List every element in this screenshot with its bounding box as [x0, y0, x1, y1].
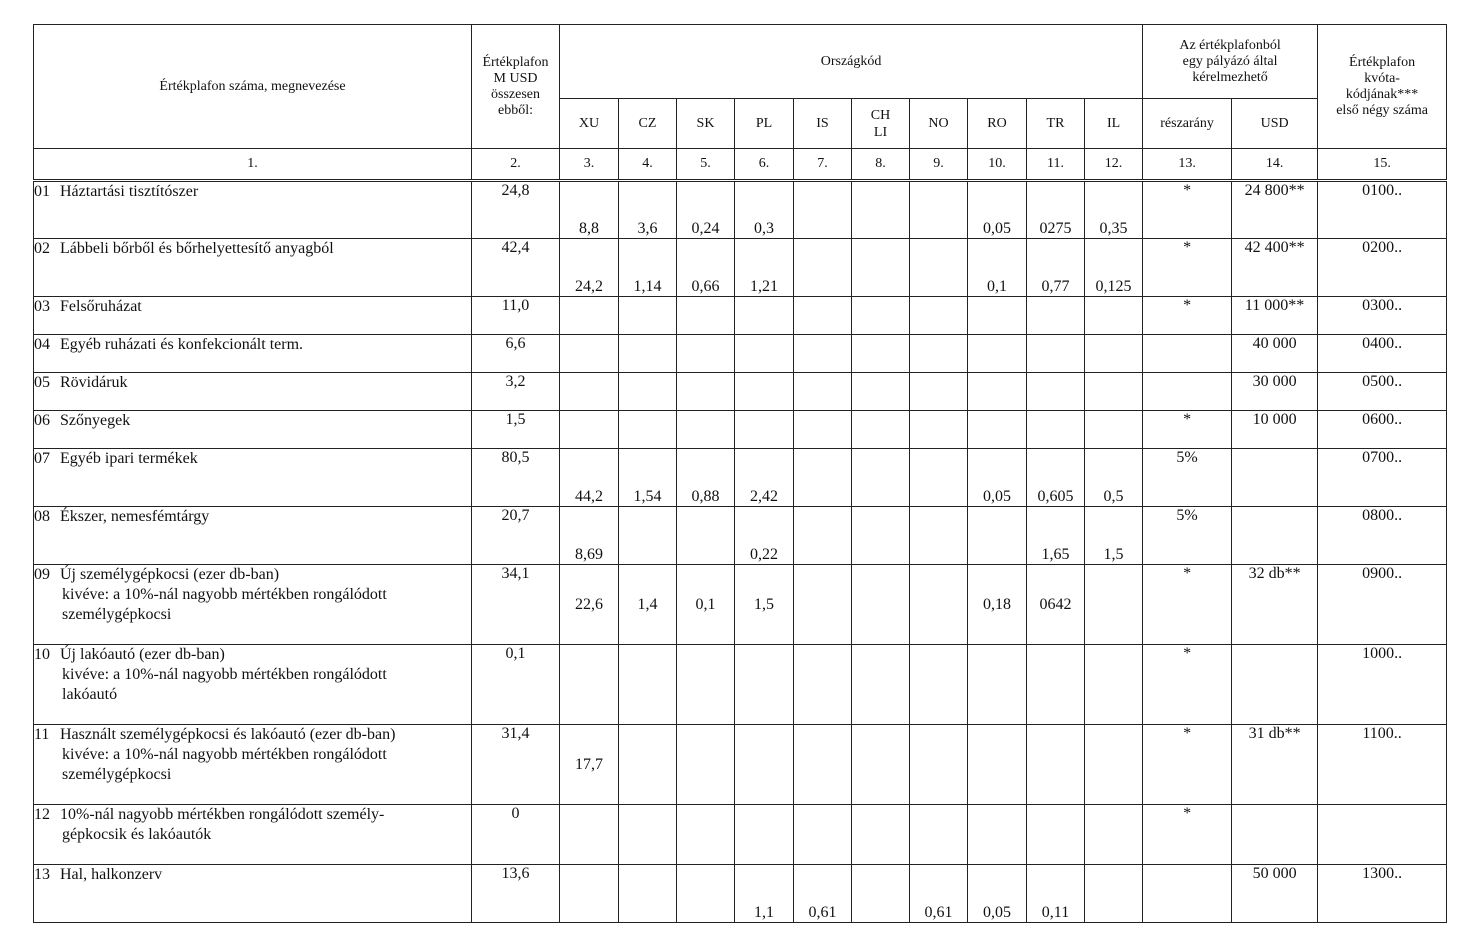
item-number: 10	[34, 646, 50, 663]
item-name-line: személygépkocsi	[62, 606, 172, 623]
country-value: 0,22	[735, 507, 794, 565]
share-value: *	[1143, 645, 1232, 725]
country-value	[910, 645, 968, 725]
item-name-line: Háztartási tisztítószer	[60, 183, 199, 200]
country-value: 0642	[1027, 565, 1085, 645]
column-index: 3.	[560, 149, 619, 181]
country-value: 0,11	[1027, 865, 1085, 923]
header-country: RO	[968, 99, 1027, 149]
country-value	[560, 297, 619, 335]
country-value: 0,05	[968, 449, 1027, 507]
usd-value: 40 000	[1232, 335, 1318, 373]
country-value	[735, 373, 794, 411]
item-name	[34, 239, 472, 297]
usd-value	[1232, 449, 1318, 507]
country-value	[677, 507, 735, 565]
country-value	[1085, 411, 1143, 449]
column-index: 12.	[1085, 149, 1143, 181]
usd-value: 24 800**	[1232, 181, 1318, 239]
country-value	[852, 507, 910, 565]
header-name: Értékplafon száma, megnevezése	[34, 25, 472, 149]
country-value: 0,24	[677, 181, 735, 239]
item-number: 08	[34, 508, 50, 525]
country-value	[910, 449, 968, 507]
country-value: 0,3	[735, 181, 794, 239]
country-value: 1,14	[619, 239, 677, 297]
country-value	[852, 645, 910, 725]
country-value	[794, 725, 852, 805]
country-value: 1,5	[1085, 507, 1143, 565]
total-value: 24,8	[472, 181, 560, 239]
country-value	[619, 335, 677, 373]
table-row	[34, 411, 1447, 449]
table-row	[34, 725, 1447, 805]
country-value: 1,4	[619, 565, 677, 645]
country-value: 0,1	[677, 565, 735, 645]
country-value	[677, 645, 735, 725]
item-name	[34, 297, 472, 335]
country-value: 0,61	[910, 865, 968, 923]
header-country: PL	[735, 99, 794, 149]
item-name-line: kivéve: a 10%-nál nagyobb mértékben rongálódott	[62, 746, 387, 763]
country-value	[910, 181, 968, 239]
item-number: 11	[34, 726, 50, 743]
country-value: 22,6	[560, 565, 619, 645]
item-name	[34, 449, 472, 507]
quota-code-value: 0100..	[1318, 181, 1447, 239]
quota-code-value: 1100..	[1318, 725, 1447, 805]
country-value	[619, 507, 677, 565]
column-index: 6.	[735, 149, 794, 181]
item-name-line: Hal, halkonzerv	[60, 866, 163, 883]
country-value: 8,8	[560, 181, 619, 239]
country-value	[794, 507, 852, 565]
item-name-line: gépkocsik és lakóautók	[62, 826, 212, 843]
country-value	[794, 181, 852, 239]
header-total: Értékplafon M USD összesen ebből:	[472, 25, 560, 149]
header-country-code: Országkód	[560, 25, 1143, 99]
country-value	[1085, 335, 1143, 373]
item-name-line: Rövidáruk	[60, 374, 128, 391]
country-value: 44,2	[560, 449, 619, 507]
country-value: 3,6	[619, 181, 677, 239]
country-value	[560, 645, 619, 725]
header-country: IS	[794, 99, 852, 149]
country-value	[1027, 805, 1085, 865]
column-index: 13.	[1143, 149, 1232, 181]
item-name	[34, 411, 472, 449]
table-row	[34, 805, 1447, 865]
share-value: *	[1143, 805, 1232, 865]
item-name-line: Lábbeli bőrből és bőrhelyettesítő anyagból	[60, 240, 334, 257]
usd-value: 11 000**	[1232, 297, 1318, 335]
country-value	[794, 565, 852, 645]
country-value	[735, 805, 794, 865]
country-value	[677, 297, 735, 335]
country-value	[794, 805, 852, 865]
item-name	[34, 805, 472, 865]
share-value: 5%	[1143, 449, 1232, 507]
country-value: 0,88	[677, 449, 735, 507]
header-country: XU	[560, 99, 619, 149]
quota-code-value: 0500..	[1318, 373, 1447, 411]
country-value: 0,77	[1027, 239, 1085, 297]
usd-value: 10 000	[1232, 411, 1318, 449]
quota-code-value: 0400..	[1318, 335, 1447, 373]
item-name	[34, 373, 472, 411]
table-row	[34, 181, 1447, 239]
country-value	[968, 645, 1027, 725]
share-value: *	[1143, 411, 1232, 449]
country-value	[560, 411, 619, 449]
country-value	[619, 725, 677, 805]
quota-code-value: 0300..	[1318, 297, 1447, 335]
quota-code-value: 1300..	[1318, 865, 1447, 923]
total-value: 31,4	[472, 725, 560, 805]
country-value	[910, 335, 968, 373]
country-value: 0,18	[968, 565, 1027, 645]
country-value: 0,05	[968, 865, 1027, 923]
item-number: 04	[34, 336, 50, 353]
country-value	[852, 565, 910, 645]
country-value	[1085, 725, 1143, 805]
share-value	[1143, 335, 1232, 373]
column-index: 15.	[1318, 149, 1447, 181]
item-name	[34, 725, 472, 805]
country-value	[852, 411, 910, 449]
share-value: *	[1143, 725, 1232, 805]
column-index: 8.	[852, 149, 910, 181]
country-value	[1027, 725, 1085, 805]
country-value	[794, 411, 852, 449]
usd-value	[1232, 805, 1318, 865]
country-value	[619, 645, 677, 725]
country-value	[968, 507, 1027, 565]
country-value	[1027, 645, 1085, 725]
header-request-group: Az értékplafonból egy pályázó által kérelmezhető	[1143, 25, 1318, 99]
country-value	[1027, 373, 1085, 411]
column-index: 7.	[794, 149, 852, 181]
header-country: IL	[1085, 99, 1143, 149]
country-value	[1085, 865, 1143, 923]
quota-code-value: 0700..	[1318, 449, 1447, 507]
country-value	[619, 865, 677, 923]
item-name-line: Egyéb ruházati és konfekcionált term.	[60, 336, 304, 353]
column-index: 10.	[968, 149, 1027, 181]
country-value: 8,69	[560, 507, 619, 565]
total-value: 0	[472, 805, 560, 865]
quota-code-value: 0900..	[1318, 565, 1447, 645]
country-value	[852, 239, 910, 297]
header-usd: USD	[1232, 99, 1318, 149]
country-value	[677, 335, 735, 373]
country-value	[910, 297, 968, 335]
item-name-line: lakóautó	[62, 686, 118, 703]
country-value	[852, 335, 910, 373]
country-value: 1,1	[735, 865, 794, 923]
country-value	[968, 725, 1027, 805]
table-row	[34, 449, 1447, 507]
country-value	[910, 805, 968, 865]
country-value	[910, 725, 968, 805]
item-name-line: személygépkocsi	[62, 766, 172, 783]
country-value	[852, 373, 910, 411]
header-country: NO	[910, 99, 968, 149]
country-value	[794, 449, 852, 507]
usd-value: 31 db**	[1232, 725, 1318, 805]
quota-code-value	[1318, 805, 1447, 865]
country-value	[735, 335, 794, 373]
country-value: 0,125	[1085, 239, 1143, 297]
country-value: 0,35	[1085, 181, 1143, 239]
quota-code-value: 0800..	[1318, 507, 1447, 565]
country-value: 0275	[1027, 181, 1085, 239]
column-index: 11.	[1027, 149, 1085, 181]
column-index: 5.	[677, 149, 735, 181]
total-value: 6,6	[472, 335, 560, 373]
total-value: 42,4	[472, 239, 560, 297]
item-name-line: Új lakóautó (ezer db-ban)	[60, 646, 225, 663]
share-value: *	[1143, 239, 1232, 297]
column-index: 9.	[910, 149, 968, 181]
item-name	[34, 565, 472, 645]
item-number: 02	[34, 240, 50, 257]
item-name-line: Felsőruházat	[60, 298, 142, 315]
total-value: 13,6	[472, 865, 560, 923]
item-name	[34, 645, 472, 725]
country-value	[968, 335, 1027, 373]
country-value	[852, 725, 910, 805]
country-value	[1085, 645, 1143, 725]
country-value: 17,7	[560, 725, 619, 805]
column-index: 14.	[1232, 149, 1318, 181]
item-number: 05	[34, 374, 50, 391]
country-value	[1027, 297, 1085, 335]
header-quota-code: Értékplafon kvóta- kódjának*** első négy száma	[1318, 25, 1447, 149]
country-value	[794, 335, 852, 373]
country-value	[852, 297, 910, 335]
usd-value: 30 000	[1232, 373, 1318, 411]
country-value: 0,61	[794, 865, 852, 923]
share-value: *	[1143, 181, 1232, 239]
country-value	[794, 297, 852, 335]
country-value	[1085, 373, 1143, 411]
country-value	[677, 805, 735, 865]
item-name-line: Egyéb ipari termékek	[60, 450, 198, 467]
header-share: részarány	[1143, 99, 1232, 149]
country-value	[794, 645, 852, 725]
country-value	[677, 373, 735, 411]
total-value: 0,1	[472, 645, 560, 725]
quota-code-value: 0200..	[1318, 239, 1447, 297]
country-value	[794, 373, 852, 411]
country-value	[677, 725, 735, 805]
item-name	[34, 865, 472, 923]
header-country: CH LI	[852, 99, 910, 149]
country-value	[1085, 565, 1143, 645]
share-value	[1143, 865, 1232, 923]
column-index: 2.	[472, 149, 560, 181]
country-value	[619, 805, 677, 865]
country-value	[560, 865, 619, 923]
item-name	[34, 181, 472, 239]
country-value	[619, 373, 677, 411]
item-name-line: Használt személygépkocsi és lakóautó (ezer db-ban)	[60, 726, 396, 743]
table-row	[34, 507, 1447, 565]
column-index: 4.	[619, 149, 677, 181]
country-value	[735, 297, 794, 335]
country-value: 0,05	[968, 181, 1027, 239]
country-value	[677, 411, 735, 449]
usd-value	[1232, 645, 1318, 725]
item-name	[34, 507, 472, 565]
quota-code-value: 1000..	[1318, 645, 1447, 725]
quota-code-value: 0600..	[1318, 411, 1447, 449]
share-value: *	[1143, 565, 1232, 645]
country-value	[735, 411, 794, 449]
country-value: 0,5	[1085, 449, 1143, 507]
item-name-line: kivéve: a 10%-nál nagyobb mértékben rongálódott	[62, 666, 387, 683]
country-value	[852, 449, 910, 507]
country-value	[852, 865, 910, 923]
table-row	[34, 373, 1447, 411]
item-number: 03	[34, 298, 50, 315]
item-name-line: Új személygépkocsi (ezer db-ban)	[60, 566, 280, 583]
item-number: 13	[34, 866, 50, 883]
country-value	[619, 411, 677, 449]
table-row	[34, 335, 1447, 373]
item-name-line: Ékszer, nemesfémtárgy	[60, 508, 210, 525]
total-value: 11,0	[472, 297, 560, 335]
item-number: 01	[34, 183, 50, 200]
item-number: 06	[34, 412, 50, 429]
usd-value	[1232, 507, 1318, 565]
item-name-line: 10%-nál nagyobb mértékben rongálódott személy-	[60, 806, 385, 823]
header-country: CZ	[619, 99, 677, 149]
header-country: SK	[677, 99, 735, 149]
table-row	[34, 645, 1447, 725]
total-value: 34,1	[472, 565, 560, 645]
item-name	[34, 335, 472, 373]
country-value: 1,5	[735, 565, 794, 645]
item-number: 09	[34, 566, 50, 583]
country-value	[677, 865, 735, 923]
total-value: 3,2	[472, 373, 560, 411]
country-value	[1085, 805, 1143, 865]
country-value: 0,1	[968, 239, 1027, 297]
table-row	[34, 239, 1447, 297]
country-value	[910, 507, 968, 565]
usd-value: 50 000	[1232, 865, 1318, 923]
country-value	[968, 805, 1027, 865]
country-value	[968, 411, 1027, 449]
country-value	[852, 181, 910, 239]
column-index-row	[34, 149, 1447, 181]
country-value: 0,66	[677, 239, 735, 297]
country-value	[619, 297, 677, 335]
item-number: 07	[34, 450, 50, 467]
total-value: 20,7	[472, 507, 560, 565]
quota-table	[33, 24, 1447, 923]
table-row	[34, 297, 1447, 335]
country-value: 1,54	[619, 449, 677, 507]
country-value: 1,65	[1027, 507, 1085, 565]
country-value	[852, 805, 910, 865]
country-value	[968, 297, 1027, 335]
item-name-line: kivéve: a 10%-nál nagyobb mértékben rongálódott	[62, 586, 387, 603]
column-index: 1.	[34, 149, 472, 181]
country-value: 24,2	[560, 239, 619, 297]
country-value	[910, 373, 968, 411]
country-value	[910, 411, 968, 449]
country-value: 1,21	[735, 239, 794, 297]
country-value	[560, 335, 619, 373]
country-value	[910, 565, 968, 645]
country-value	[735, 725, 794, 805]
table-row	[34, 865, 1447, 923]
country-value	[560, 373, 619, 411]
share-value: 5%	[1143, 507, 1232, 565]
country-value	[968, 373, 1027, 411]
country-value: 0,605	[1027, 449, 1085, 507]
country-value	[1027, 335, 1085, 373]
total-value: 80,5	[472, 449, 560, 507]
header-country: TR	[1027, 99, 1085, 149]
country-value	[560, 805, 619, 865]
share-value	[1143, 373, 1232, 411]
country-value	[794, 239, 852, 297]
share-value: *	[1143, 297, 1232, 335]
usd-value: 32 db**	[1232, 565, 1318, 645]
country-value	[1085, 297, 1143, 335]
item-name-line: Szőnyegek	[60, 412, 131, 429]
usd-value: 42 400**	[1232, 239, 1318, 297]
country-value	[1027, 411, 1085, 449]
table-row	[34, 565, 1447, 645]
country-value	[735, 645, 794, 725]
country-value	[910, 239, 968, 297]
country-value: 2,42	[735, 449, 794, 507]
total-value: 1,5	[472, 411, 560, 449]
item-number: 12	[34, 806, 50, 823]
